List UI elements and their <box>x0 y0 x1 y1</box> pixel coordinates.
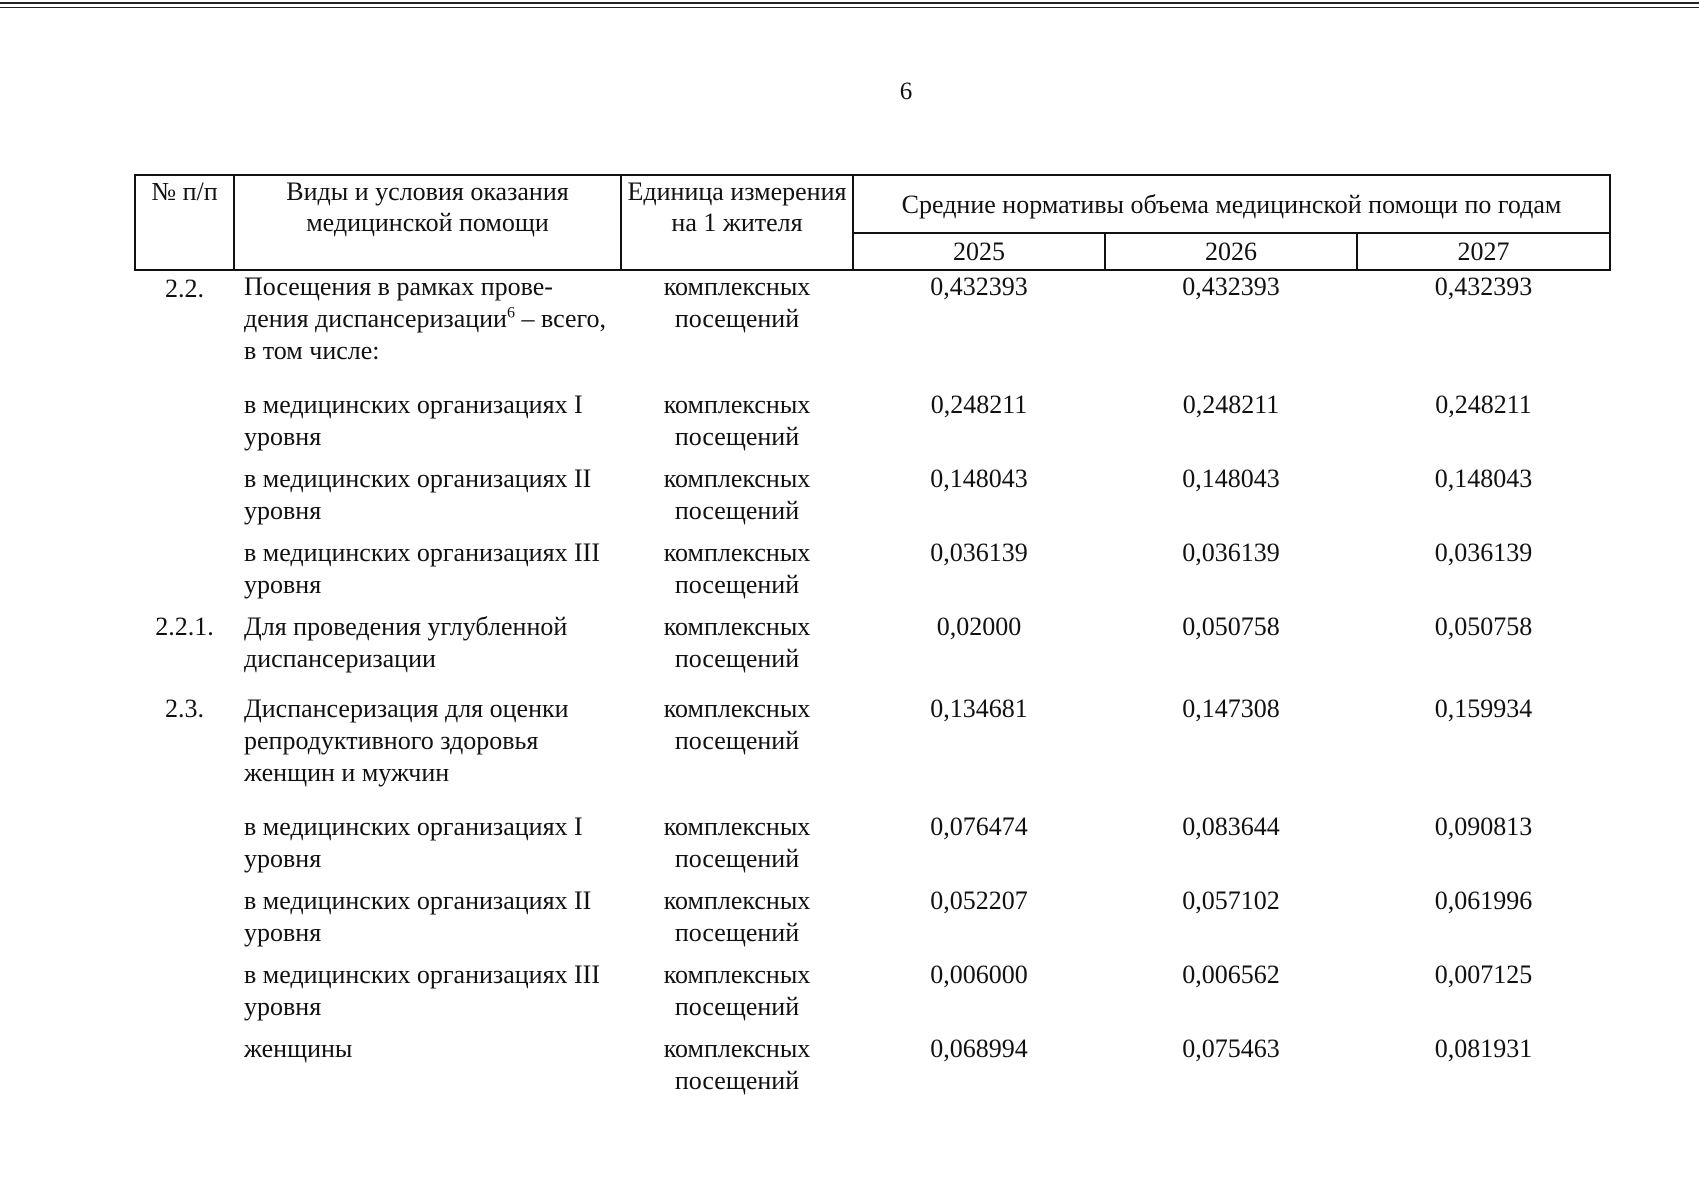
row-value-2025: 0,052207 <box>930 886 1028 915</box>
row-value-2026: 0,057102 <box>1182 886 1280 915</box>
row-value-2026: 0,248211 <box>1182 390 1280 419</box>
row-value-2026: 0,050758 <box>1182 612 1280 641</box>
page-number: 6 <box>899 78 913 105</box>
row-care-type: в медицинских организациях I уровня <box>244 812 583 873</box>
row-number: 2.2.1. <box>155 612 214 641</box>
top-rule-thin <box>0 7 1699 8</box>
row-unit: комплексных посещений <box>663 694 811 755</box>
row-value-2027: 0,081931 <box>1434 1034 1533 1063</box>
row-value-2027: 0,248211 <box>1435 390 1532 419</box>
row-number <box>135 811 234 875</box>
row-care-type: в медицинских организациях II уровня <box>244 886 592 947</box>
row-value-2026: 0,148043 <box>1182 464 1280 493</box>
row-number <box>135 949 234 1023</box>
header-year-2027: 2027 <box>1357 233 1610 270</box>
table-row <box>135 1023 1610 1097</box>
row-number <box>135 1023 234 1097</box>
row-value-2025: 0,076474 <box>930 812 1028 841</box>
row-care-type: в медицинских организациях III уровня <box>244 960 601 1021</box>
row-care-type: в медицинских организациях III уровня <box>244 538 601 599</box>
table-row <box>135 811 1610 875</box>
table-row <box>135 875 1610 949</box>
norms-table <box>134 174 1611 1097</box>
row-care-type-text: Посещения в рамках прове- дения диспансеризации <box>244 272 553 333</box>
table-row <box>135 949 1610 1023</box>
row-unit: комплексных посещений <box>663 812 811 873</box>
row-value-2025: 0,248211 <box>930 390 1028 419</box>
row-unit: комплексных посещений <box>663 612 811 673</box>
row-number <box>135 453 234 527</box>
row-care-type: Для проведения углубленной диспансеризации <box>244 612 568 673</box>
row-care-type <box>234 270 621 367</box>
row-number <box>135 875 234 949</box>
row-unit: комплексных посещений <box>663 538 811 599</box>
row-care-type-text-cont: – всего, в том числе: <box>244 304 607 365</box>
header-unit: Единица измерения на 1 жителя <box>621 175 853 270</box>
row-value-2025: 0,432393 <box>930 272 1028 301</box>
row-value-2027: 0,090813 <box>1434 812 1533 841</box>
header-year-2025: 2025 <box>853 233 1105 270</box>
row-value-2025: 0,006000 <box>930 960 1028 989</box>
row-value-2025: 0,134681 <box>930 694 1028 723</box>
row-value-2025: 0,068994 <box>930 1034 1028 1063</box>
row-unit: комплексных посещений <box>663 886 811 947</box>
top-rule <box>0 2 1699 4</box>
row-unit: комплексных посещений <box>663 272 811 333</box>
row-value-2027: 0,007125 <box>1434 960 1533 989</box>
row-value-2026: 0,036139 <box>1182 538 1280 567</box>
row-unit: комплексных посещений <box>663 390 811 451</box>
row-value-2026: 0,075463 <box>1182 1034 1280 1063</box>
row-unit: комплексных посещений <box>663 960 811 1021</box>
header-care-type: Виды и условия оказания медицинской помощи <box>234 175 621 270</box>
table-row <box>135 601 1610 675</box>
row-spacer <box>135 789 1610 811</box>
row-value-2025: 0,036139 <box>930 538 1028 567</box>
header-year-2026: 2026 <box>1105 233 1357 270</box>
row-number <box>135 527 234 601</box>
row-value-2027: 0,050758 <box>1434 612 1533 641</box>
header-norms-by-year: Средние нормативы объема медицинской помощи по годам <box>853 175 1610 233</box>
row-spacer <box>135 367 1610 389</box>
table-row <box>135 270 1610 367</box>
row-number: 2.2. <box>165 274 204 303</box>
table-row <box>135 675 1610 789</box>
table-row <box>135 453 1610 527</box>
table-row <box>135 389 1610 453</box>
row-care-type: в медицинских организациях II уровня <box>244 464 592 525</box>
row-value-2027: 0,432393 <box>1434 272 1533 301</box>
row-value-2025: 0,148043 <box>930 464 1028 493</box>
row-unit: комплексных посещений <box>663 1034 811 1095</box>
row-value-2026: 0,006562 <box>1182 960 1280 989</box>
row-value-2027: 0,148043 <box>1434 464 1533 493</box>
footnote-mark: 6 <box>506 304 515 322</box>
row-value-2026: 0,432393 <box>1182 272 1280 301</box>
row-unit: комплексных посещений <box>663 464 811 525</box>
row-value-2026: 0,083644 <box>1182 812 1280 841</box>
norms-table-container <box>134 174 1609 1097</box>
row-care-type: Диспансеризация для оценки репродуктивного здоровья женщин и мужчин <box>244 694 569 787</box>
row-value-2027: 0,159934 <box>1434 694 1533 723</box>
row-number: 2.3. <box>165 694 204 723</box>
row-value-2027: 0,036139 <box>1434 538 1533 567</box>
row-care-type: женщины <box>244 1034 353 1063</box>
row-care-type: в медицинских организациях I уровня <box>244 390 583 451</box>
row-value-2025: 0,02000 <box>936 612 1022 641</box>
row-number <box>135 389 234 453</box>
row-value-2026: 0,147308 <box>1182 694 1280 723</box>
header-number: № п/п <box>135 175 234 270</box>
table-row <box>135 527 1610 601</box>
row-value-2027: 0,061996 <box>1434 886 1533 915</box>
